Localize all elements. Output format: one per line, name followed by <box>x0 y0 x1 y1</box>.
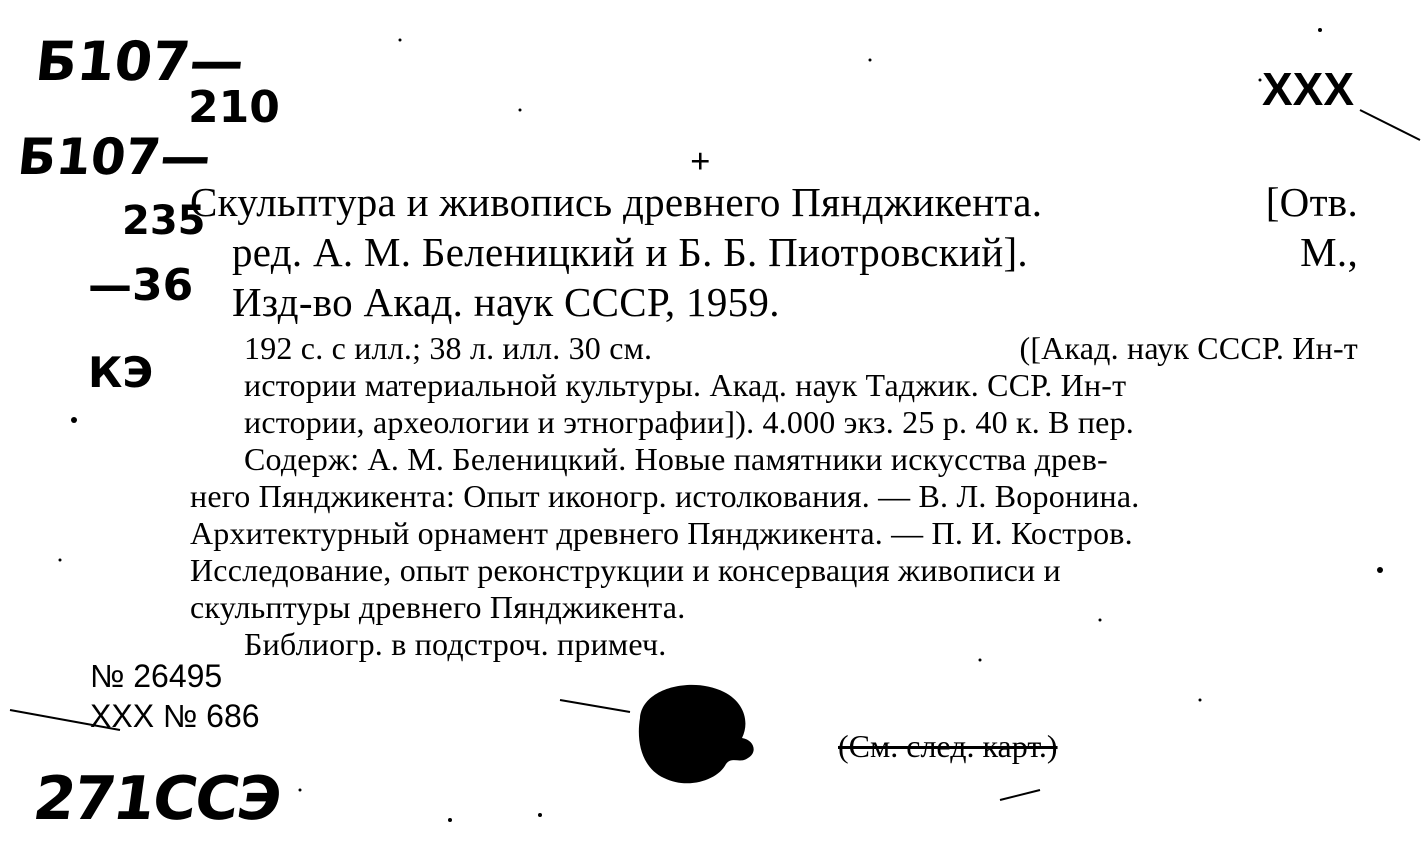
description-line-2: истории материальной культуры. Акад. наук Таджик. ССР. Ин-т <box>244 367 1127 403</box>
editors-text: ред. А. М. Беленицкий и Б. Б. Пиотровский]. <box>232 229 1028 275</box>
handwritten-shelfmark-2-a: 235 <box>122 198 206 244</box>
publisher-line: Изд-во Акад. наук СССР, 1959. <box>232 279 780 325</box>
handwritten-marker: КЭ <box>88 348 154 397</box>
handwritten-shelfmark-1: Б107— <box>32 30 248 93</box>
contents-line-2: него Пянджикента: Опыт иконогр. истолкования. — В. Л. Воронина. <box>190 478 1140 514</box>
footer-numbers <box>90 656 260 736</box>
bibliography-note: Библиогр. в подстроч. примеч. <box>244 626 667 662</box>
plus-mark: + <box>690 141 711 181</box>
contents-line-5: скульптуры древнего Пянджикента. <box>190 589 686 625</box>
series-open-text: ([Акад. наук СССР. Ин-т <box>1019 330 1358 366</box>
bibliographic-entry <box>190 179 1358 665</box>
handwritten-shelfmark-2: Б107— <box>14 128 214 186</box>
contents-line-4: Исследование, опыт реконструкции и консервация живописи и <box>190 552 1061 588</box>
editors-open: [Отв. <box>1265 179 1358 225</box>
series-number: XXX № 686 <box>90 698 260 734</box>
description-line-1 <box>190 332 1358 369</box>
place-text: М., <box>1300 229 1358 275</box>
handwritten-shelfmark-1-sub: 210 <box>188 82 280 133</box>
ink-blot <box>632 678 756 788</box>
contents-line-3: Архитектурный орнамент древнего Пянджикента. — П. И. Костров. <box>190 515 1133 551</box>
handwritten-inventory: 271ССЭ <box>29 764 285 834</box>
contents-line-1: Содерж: А. М. Беленицкий. Новые памятники искусства древ- <box>244 441 1108 477</box>
handwritten-shelfmark-2-b: —36 <box>88 260 194 311</box>
description-line-3: истории, археологии и этнографии]). 4.000 экз. 25 р. 40 к. В пер. <box>244 404 1134 440</box>
series-code: XXX <box>1261 63 1354 115</box>
pagination-text: 192 с. с илл.; 38 л. илл. 30 см. <box>244 330 653 366</box>
continuation-note: (См. след. карт.) <box>838 728 1058 764</box>
title-line-1 <box>190 179 1358 232</box>
title-line-2 <box>190 229 1358 282</box>
title-text: Скульптура и живопись древнего Пянджикента. <box>190 179 1043 225</box>
registration-number: № 26495 <box>90 658 223 694</box>
